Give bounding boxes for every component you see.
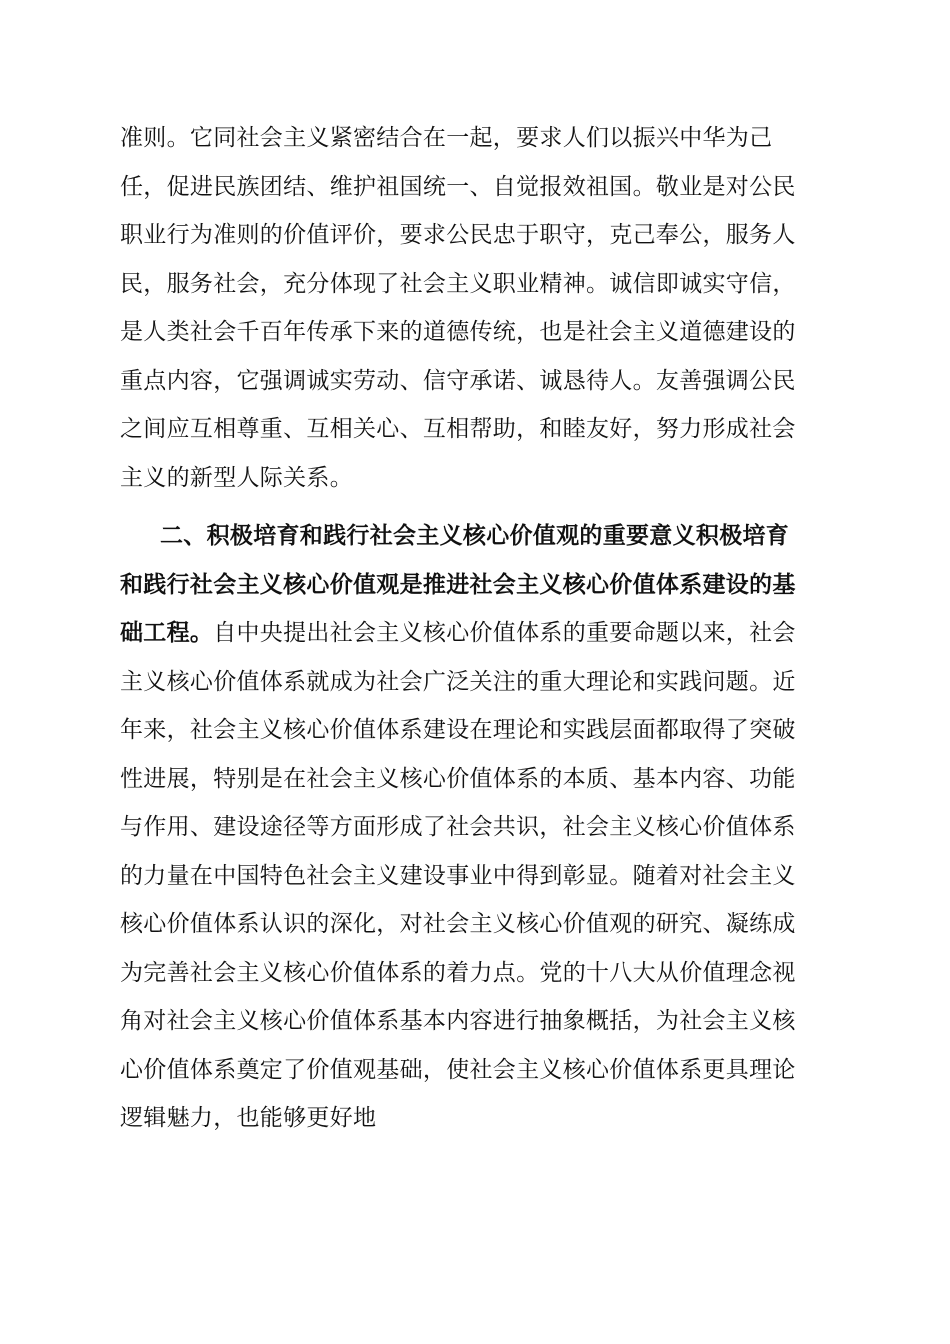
text-line: 主义的新型人际关系。: [120, 464, 353, 491]
paragraph-section-two: [120, 512, 840, 1143]
text-line: 角对社会主义核心价值体系基本内容进行抽象概括，为社会主义核: [120, 1008, 796, 1034]
text-line: 民，服务社会，充分体现了社会主义职业精神。诚信即诚实守信，: [120, 270, 796, 297]
text-line: 重点内容，它强调诚实劳动、信守承诺、诚恳待人。友善强调公民: [120, 367, 796, 394]
text-line: 主义核心价值体系就成为社会广泛关注的重大理论和实践问题。近: [120, 668, 796, 695]
text-line: 之间应互相尊重、互相关心、互相帮助，和睦友好，努力形成社会: [120, 416, 796, 442]
text-line: 年来，社会主义核心价值体系建设在理论和实践层面都取得了突破: [120, 717, 796, 743]
paragraph-values-explanation: [120, 114, 840, 502]
text-line-rest: 自中央提出社会主义核心价值体系的重要命题以来，社会: [213, 620, 796, 646]
text-line: 是人类社会千百年传承下来的道德传统，也是社会主义道德建设的: [120, 319, 796, 345]
section-heading-line: 和践行社会主义核心价值观是推进社会主义核心价值体系建设的基: [120, 571, 796, 598]
text-line: 职业行为准则的价值评价，要求公民忠于职守，克己奉公，服务人: [120, 222, 796, 248]
text-line: 准则。它同社会主义紧密结合在一起，要求人们以振兴中华为己: [120, 125, 773, 151]
text-line: 与作用、建设途径等方面形成了社会共识，社会主义核心价值体系: [120, 814, 796, 840]
text-line: 逻辑魅力，也能够更好地: [120, 1105, 377, 1131]
text-line: [120, 609, 840, 658]
text-line: 性进展，特别是在社会主义核心价值体系的本质、基本内容、功能: [120, 765, 796, 792]
text-line: 核心价值体系认识的深化，对社会主义核心价值观的研究、凝练成: [120, 911, 796, 937]
text-line: 心价值体系奠定了价值观基础，使社会主义核心价值体系更具理论: [120, 1056, 796, 1083]
text-line: 任，促进民族团结、维护祖国统一、自觉报效祖国。敬业是对公民: [120, 173, 796, 200]
section-heading-end: 础工程。: [120, 620, 214, 646]
text-line: 为完善社会主义核心价值体系的着力点。党的十八大从价值理念视: [120, 959, 796, 986]
section-heading-line: 二、积极培育和践行社会主义核心价值观的重要意义积极培育: [160, 523, 790, 549]
text-line: 的力量在中国特色社会主义建设事业中得到彰显。随着对社会主义: [120, 862, 796, 889]
